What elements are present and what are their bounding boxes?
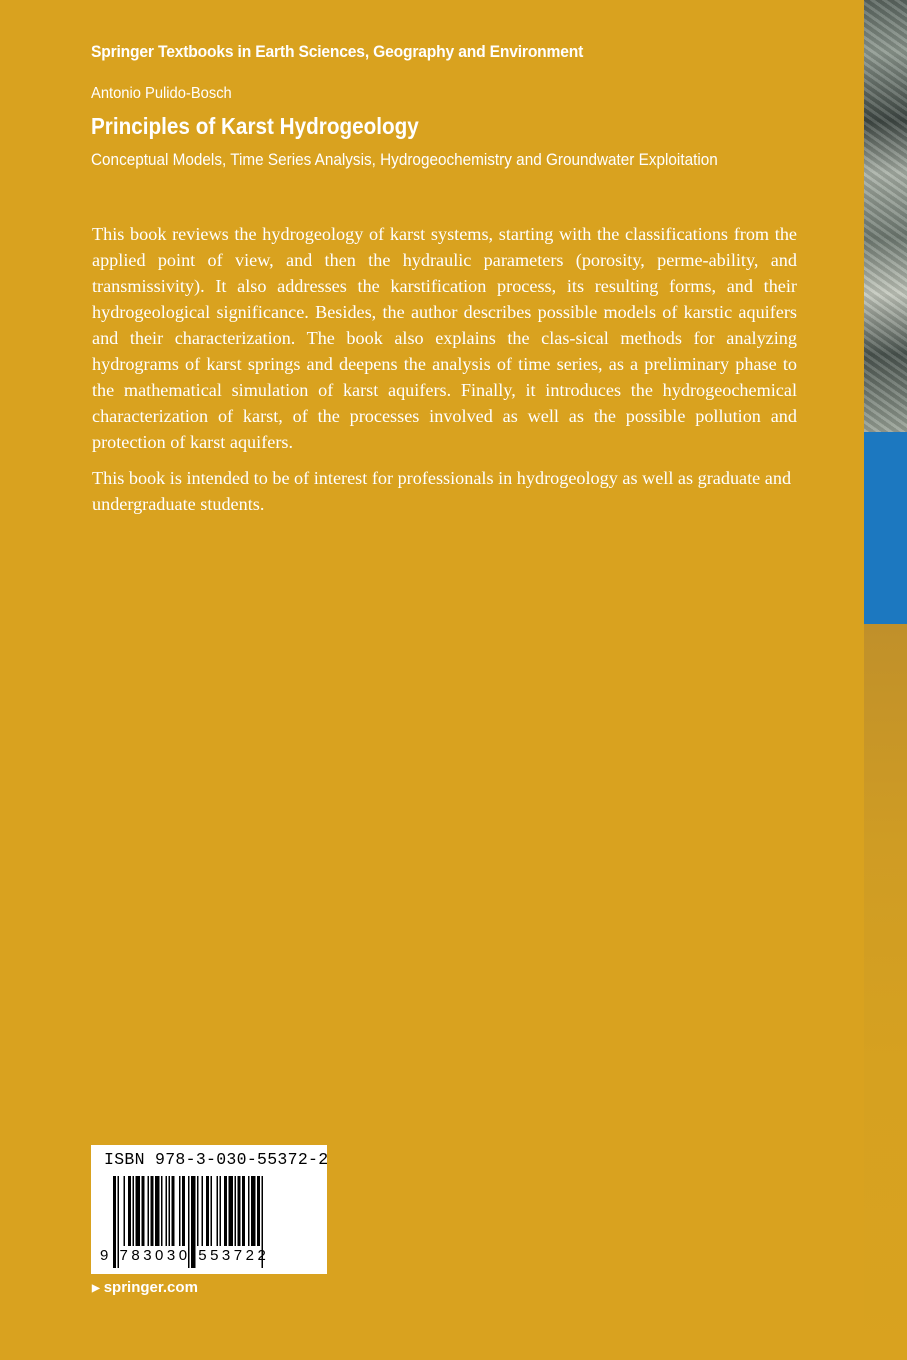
- blue-band: [864, 432, 907, 624]
- gold-band: [864, 624, 907, 1360]
- barcode-digits: 9 783030 553722: [100, 1247, 270, 1264]
- isbn-label: ISBN 978-3-030-55372-2: [104, 1150, 329, 1169]
- description-paragraph-1: This book reviews the hydrogeology of karst systems, starting with the classifications from the applied point of view, and then the hydraulic parameters (porosity, perme-ability, and transmissivity). It also addresses the karstification process, its resulting forms, and their hydrogeological significance. Besides, the author describes possible models of karstic aquifers and their characterization. The book also explains the clas-sical methods for analyzing hydrograms of karst springs and deepens the analysis of time series, as a preliminary phase to the mathematical simulation of karst aquifers. Finally, it introduces the hydrogeochemical characterization of karst, of the processes involved as well as the possible pollution and protection of karst aquifers.: [92, 224, 797, 452]
- author-name: Antonio Pulido-Bosch: [91, 85, 232, 102]
- description-paragraph-2: This book is intended to be of interest for professionals in hydrogeology as well as graduate and undergraduate students.: [92, 468, 792, 514]
- triangle-right-icon: ▶: [92, 1283, 100, 1294]
- website-text: springer.com: [103, 1279, 198, 1296]
- isbn-barcode: [91, 1145, 327, 1274]
- description: [92, 221, 797, 527]
- cover-edge-strip: [864, 0, 907, 1360]
- photo-texture: [864, 0, 907, 432]
- springer-link[interactable]: [92, 1279, 198, 1296]
- book-title: Principles of Karst Hydrogeology: [91, 113, 419, 139]
- series-title: Springer Textbooks in Earth Sciences, Geography and Environment: [91, 42, 584, 61]
- book-subtitle: Conceptual Models, Time Series Analysis, Hydrogeochemistry and Groundwater Exploitation: [91, 150, 718, 169]
